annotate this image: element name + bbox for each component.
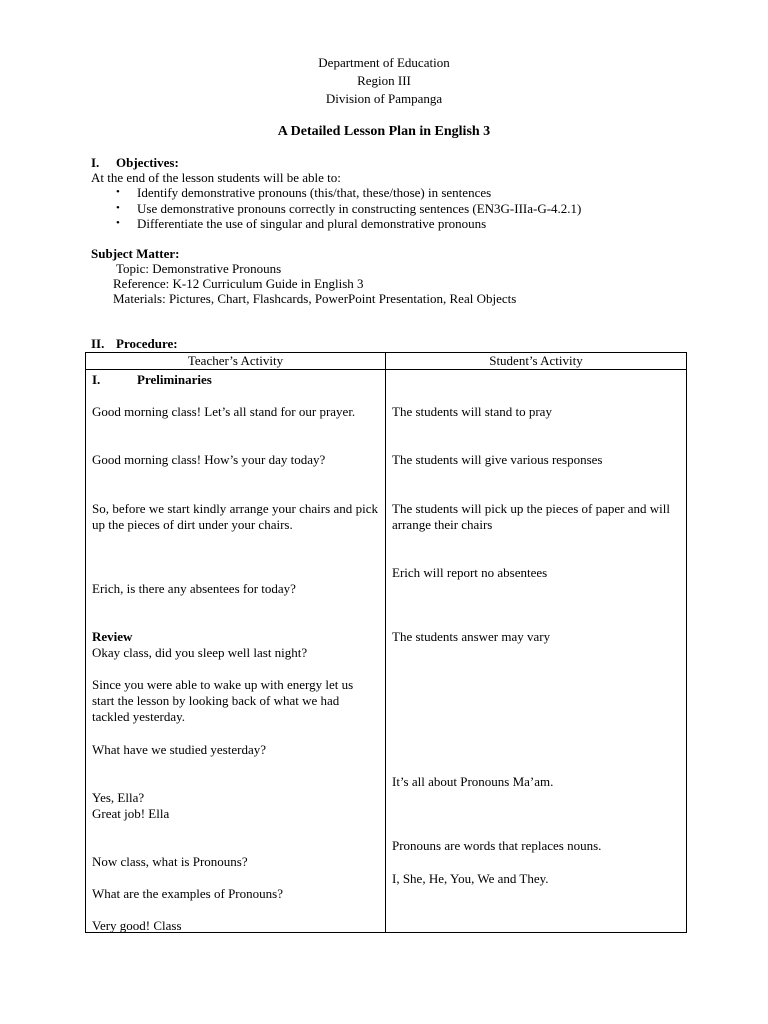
student-responses: The students will give various responses (392, 452, 603, 467)
teacher-energy: Since you were able to wake up with energy let us start the lesson by looking back of what we had tackled yesterday. (92, 677, 354, 724)
teacher-prayer: Good morning class! Let’s all stand for our prayer. (92, 404, 356, 419)
preliminaries-number: I. (92, 372, 101, 387)
procedure-table (85, 352, 687, 933)
objective-item: Identify demonstrative pronouns (this/that, these/those) in sentences (137, 185, 492, 200)
objectives-intro: At the end of the lesson students will be able to: (91, 170, 341, 185)
bullet-icon: • (116, 202, 120, 214)
student-list: I, She, He, You, We and They. (392, 871, 549, 886)
student-chairs: The students will pick up the pieces of paper and will arrange their chairs (392, 501, 670, 532)
department-line: Department of Education (318, 55, 450, 70)
teacher-great-job: Great job! Ella (92, 806, 170, 821)
bullet-icon: • (116, 217, 120, 229)
student-definition: Pronouns are words that replaces nouns. (392, 838, 602, 853)
teacher-activity-header: Teacher’s Activity (86, 353, 386, 370)
teacher-activity-cell (86, 370, 386, 933)
subject-topic: Topic: Demonstrative Pronouns (116, 261, 282, 276)
review-label: Review (92, 629, 133, 644)
preliminaries-label: Preliminaries (137, 372, 212, 387)
objectives-number: I. (91, 155, 100, 170)
objective-item: Use demonstrative pronouns correctly in constructing sentences (EN3G-IIIa-G-4.2.1) (137, 201, 582, 216)
teacher-very-good: Very good! Class (92, 918, 182, 933)
document-title: A Detailed Lesson Plan in English 3 (277, 124, 491, 139)
student-report: Erich will report no absentees (392, 565, 548, 580)
division-line: Division of Pampanga (325, 91, 443, 106)
procedure-number: II. (91, 336, 105, 351)
student-about-pronouns: It’s all about Pronouns Ma’am. (392, 774, 554, 789)
student-activity-header: Student’s Activity (386, 353, 687, 370)
teacher-what-pronouns: Now class, what is Pronouns? (92, 854, 248, 869)
teacher-studied: What have we studied yesterday? (92, 742, 266, 757)
student-may-vary: The students answer may vary (392, 629, 551, 644)
teacher-yes-ella: Yes, Ella? (92, 790, 145, 805)
region-line: Region III (357, 73, 411, 88)
teacher-greeting: Good morning class! How’s your day today? (92, 452, 326, 467)
student-pray: The students will stand to pray (392, 404, 552, 419)
teacher-arrange-chairs: So, before we start kindly arrange your chairs and pick up the pieces of dirt under your chairs. (92, 501, 378, 532)
objectives-heading: Objectives: (116, 155, 179, 170)
table-header-row (86, 353, 687, 370)
teacher-absentees: Erich, is there any absentees for today? (92, 581, 296, 596)
student-activity-cell (386, 370, 687, 933)
subject-matter-heading: Subject Matter: (91, 246, 180, 261)
subject-materials: Materials: Pictures, Chart, Flashcards, PowerPoint Presentation, Real Objects (113, 291, 517, 306)
subject-reference: Reference: K-12 Curriculum Guide in English 3 (113, 276, 364, 291)
procedure-heading: Procedure: (116, 336, 178, 351)
objective-item: Differentiate the use of singular and plural demonstrative pronouns (137, 216, 487, 231)
bullet-icon: • (116, 186, 120, 198)
teacher-examples: What are the examples of Pronouns? (92, 886, 283, 901)
teacher-sleep: Okay class, did you sleep well last night? (92, 645, 308, 660)
table-row (86, 370, 687, 933)
